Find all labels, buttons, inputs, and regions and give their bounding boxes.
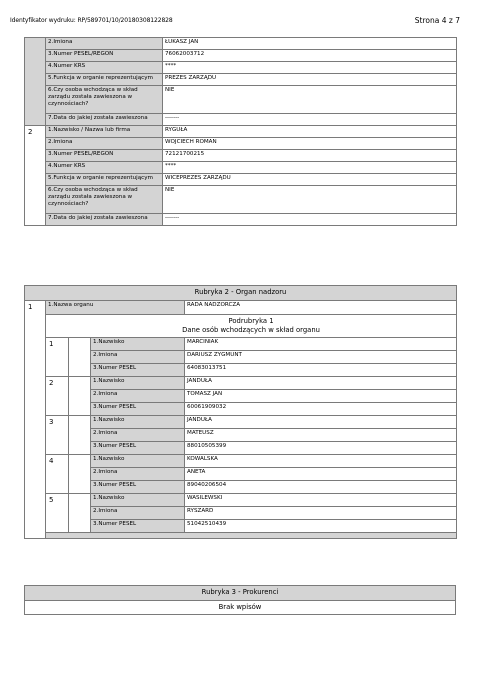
field-value: ANETA [185, 468, 457, 481]
member-block-footer [46, 533, 457, 539]
field-value: JANDUŁA [185, 416, 457, 429]
table-row [25, 494, 457, 507]
subsection-subheading: Dane osób wchodzących w skład organu [182, 326, 320, 334]
field-value: WICEPREZES ZARZĄDU [163, 174, 457, 186]
field-label: 5.Funkcja w organie reprezentującym [46, 174, 163, 186]
field-label: 2.Imiona [46, 38, 163, 50]
field-label: 4.Numer KRS [46, 162, 163, 174]
field-value: MATEUSZ [185, 429, 457, 442]
entry-number: 2 [25, 126, 46, 226]
field-value: KOWALSKA [185, 455, 457, 468]
subsection-title [46, 315, 457, 338]
field-value: **** [163, 62, 457, 74]
table-row [25, 162, 457, 174]
supervisory-entry-number: 1 [25, 301, 46, 539]
field-label: 5.Funkcja w organie reprezentującym [46, 74, 163, 86]
field-value: 51042510439 [185, 520, 457, 533]
field-value: MARCINIAK [185, 338, 457, 351]
field-label: 1.Nazwisko [91, 377, 185, 390]
field-label: 4.Numer KRS [46, 62, 163, 74]
field-label: 6.Czy osoba wchodząca w skład zarządu została zawieszona w czynnościach? [46, 86, 163, 114]
field-value: ------- [163, 114, 457, 126]
representation-table [24, 37, 457, 226]
field-label: 3.Numer PESEL/REGON [46, 150, 163, 162]
field-value: 89040206504 [185, 481, 457, 494]
field-label: 3.Numer PESEL [91, 481, 185, 494]
member-spacer [69, 494, 91, 533]
field-label: 1.Nazwisko [91, 416, 185, 429]
field-label: 7.Data do jakiej została zawieszona [46, 114, 163, 126]
field-value: 64083013751 [185, 364, 457, 377]
organ-name-label: 1.Nazwa organu [46, 301, 185, 315]
field-label: 3.Numer PESEL/REGON [46, 50, 163, 62]
member-spacer [69, 416, 91, 455]
field-label: 3.Numer PESEL [91, 403, 185, 416]
field-value: NIE [163, 186, 457, 214]
table-row [25, 150, 457, 162]
organ-name-value: RADA NADZORCZA [185, 301, 457, 315]
table-row [25, 50, 457, 62]
table-row [25, 338, 457, 351]
field-label: 2.Imiona [46, 138, 163, 150]
member-number: 4 [46, 455, 69, 494]
field-label: 2.Imiona [91, 390, 185, 403]
field-label: 2.Imiona [91, 429, 185, 442]
field-label: 2.Imiona [91, 351, 185, 364]
proxies-table [24, 585, 456, 615]
field-label: 1.Nazwisko [91, 494, 185, 507]
member-number: 2 [46, 377, 69, 416]
field-value: **** [163, 162, 457, 174]
member-spacer [69, 455, 91, 494]
table-row [25, 416, 457, 429]
field-label: 7.Data do jakiej została zawieszona [46, 214, 163, 226]
member-number: 1 [46, 338, 69, 377]
table-row [25, 38, 457, 50]
field-value: 76062003712 [163, 50, 457, 62]
member-number: 3 [46, 416, 69, 455]
supervisory-title: Rubryka 2 - Organ nadzoru [25, 286, 457, 301]
table-row [25, 74, 457, 86]
field-label: 2.Imiona [91, 468, 185, 481]
subsection-heading: Podrubryka 1 [228, 317, 274, 325]
table-row [25, 377, 457, 390]
field-value: 72121700215 [163, 150, 457, 162]
field-label: 1.Nazwisko [91, 455, 185, 468]
table-row [25, 62, 457, 74]
field-value: WOJCIECH ROMAN [163, 138, 457, 150]
supervisory-board-table [24, 285, 457, 539]
field-label: 1.Nazwisko / Nazwa lub firma [46, 126, 163, 138]
member-spacer [69, 377, 91, 416]
field-value: RYGUŁA [163, 126, 457, 138]
print-identifier: Identyfikator wydruku: RP/589701/10/20180308122828 [10, 17, 173, 24]
field-value: JANDUŁA [185, 377, 457, 390]
field-value: NIE [163, 86, 457, 114]
field-label: 2.Imiona [91, 507, 185, 520]
field-label: 6.Czy osoba wchodząca w skład zarządu została zawieszona w czynnościach? [46, 186, 163, 214]
proxies-title: Rubryka 3 - Prokurenci [25, 586, 456, 601]
table-row [25, 86, 457, 114]
field-value: WASILEWSKI [185, 494, 457, 507]
table-row [25, 214, 457, 226]
table-row [25, 455, 457, 468]
table-row [25, 186, 457, 214]
field-value: TOMASZ JAN [185, 390, 457, 403]
field-label: 1.Nazwisko [91, 338, 185, 351]
proxies-empty-note: Brak wpisów [25, 601, 456, 615]
table-row [25, 533, 457, 539]
table-row [25, 138, 457, 150]
field-value: PREZES ZARZĄDU [163, 74, 457, 86]
member-spacer [69, 338, 91, 377]
entry-number-cell [25, 38, 46, 126]
field-value: ŁUKASZ JAN [163, 38, 457, 50]
field-value: RYSZARD [185, 507, 457, 520]
field-label: 3.Numer PESEL [91, 364, 185, 377]
table-row [25, 174, 457, 186]
table-row [25, 126, 457, 138]
field-value: DARIUSZ ZYGMUNT [185, 351, 457, 364]
field-label: 3.Numer PESEL [91, 442, 185, 455]
table-row [25, 114, 457, 126]
member-number: 5 [46, 494, 69, 533]
field-label: 3.Numer PESEL [91, 520, 185, 533]
field-value: ------- [163, 214, 457, 226]
field-value: 88010505399 [185, 442, 457, 455]
page-number: Strona 4 z 7 [414, 16, 460, 25]
field-value: 60061909032 [185, 403, 457, 416]
